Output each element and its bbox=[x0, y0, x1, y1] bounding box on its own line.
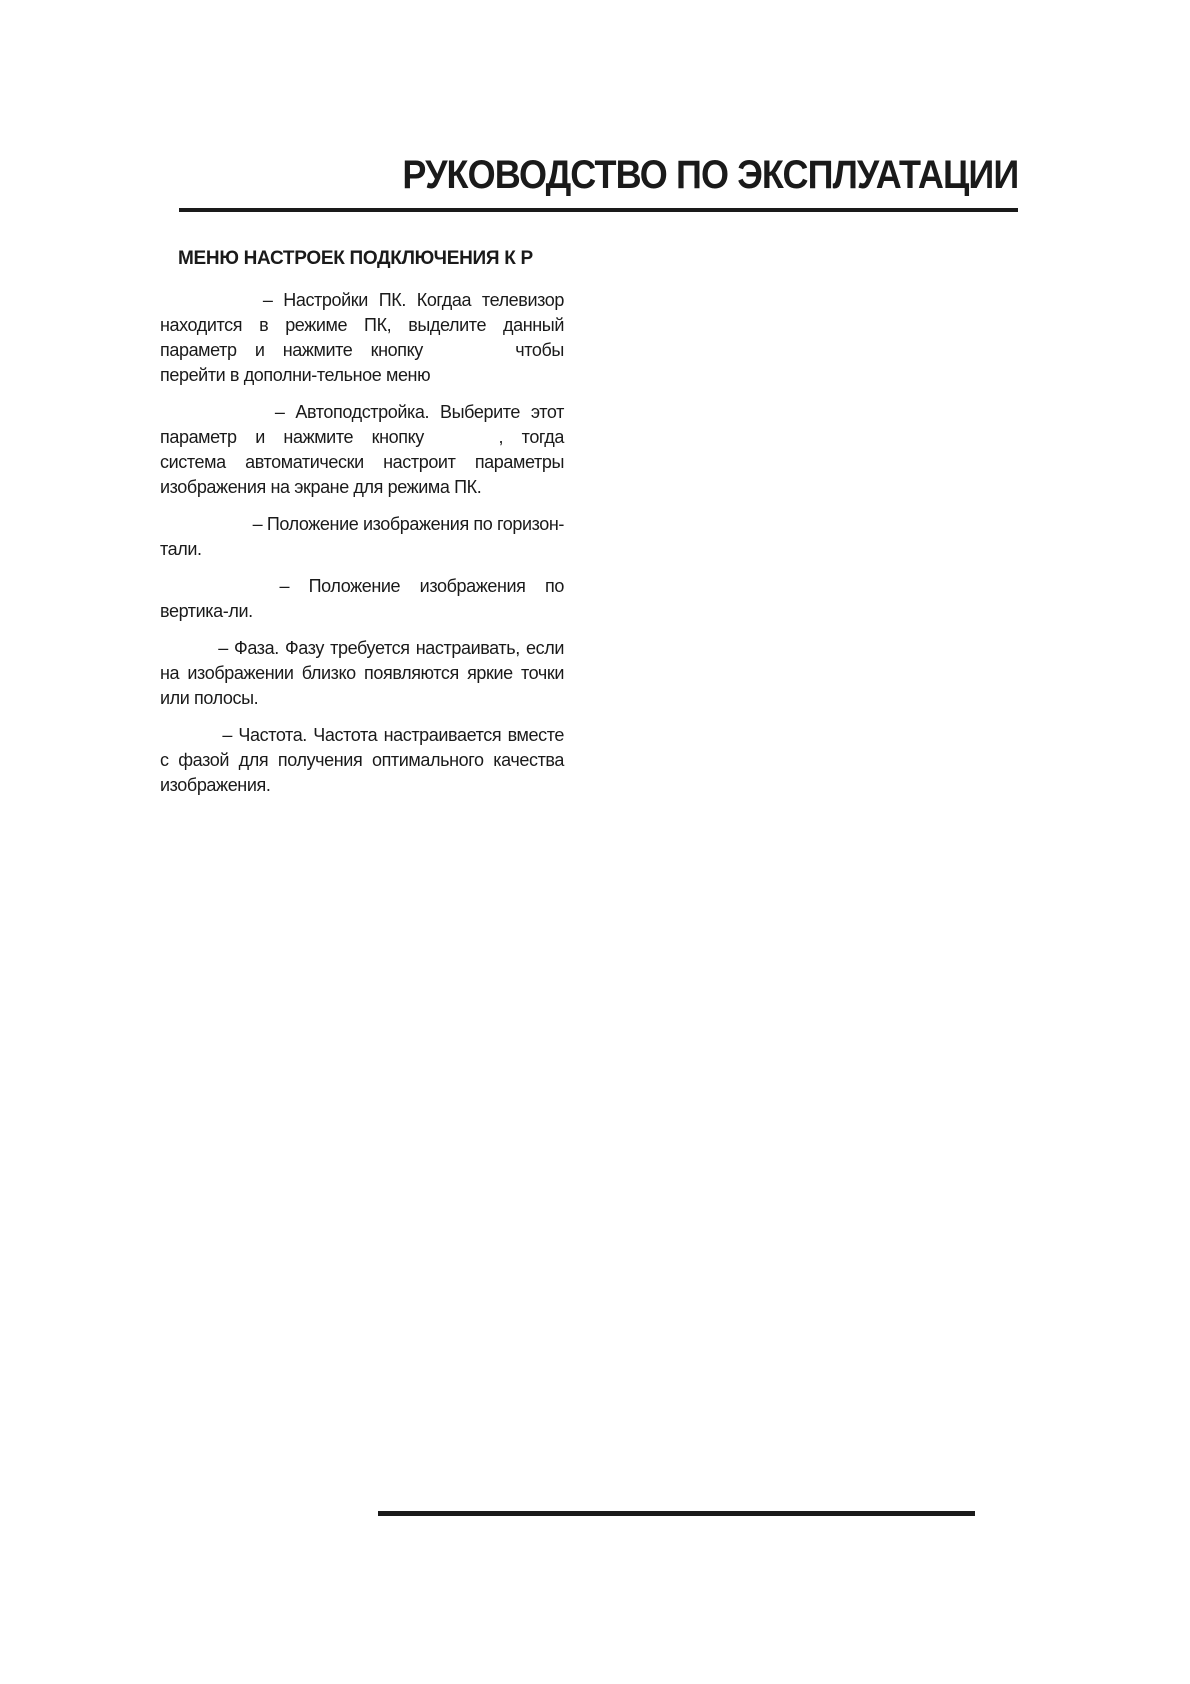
paragraph-v-position bbox=[160, 574, 564, 624]
paragraph-pc-settings bbox=[160, 288, 564, 388]
paragraph-auto-adjust bbox=[160, 400, 564, 500]
v-position-text: – Положение изображения по вертика-ли. bbox=[160, 576, 564, 621]
header-divider bbox=[179, 208, 1018, 212]
clock-text: – Частота. Частота настраивается вместе с фазой для получения оптимального качества изображения. bbox=[160, 725, 564, 795]
auto-adjust-text-b: , тогда система автоматически настроит параметры изображения на экране для режима ПК. bbox=[160, 427, 564, 497]
h-position-text: – Положение изображения по горизон-тали. bbox=[160, 514, 564, 559]
auto-adjust-text-a: – Автоподстройка. Выберите этот параметр и нажмите кнопку bbox=[160, 402, 564, 447]
main-content bbox=[160, 240, 564, 810]
section-heading: МЕНЮ НАСТРОЕК ПОДКЛЮЧЕНИЯ К Р bbox=[178, 248, 533, 269]
paragraph-phase bbox=[160, 636, 564, 711]
footer-divider bbox=[378, 1511, 975, 1516]
paragraph-clock bbox=[160, 723, 564, 798]
pc-settings-text-a: – Настройки ПК. Когдаа телевизор находится в режиме ПК, выделите данный параметр и нажмите кнопку bbox=[160, 290, 564, 360]
pc-settings-text-b: чтобы перейти в дополни-тельное меню bbox=[160, 340, 564, 385]
phase-text: – Фаза. Фазу требуется настраивать, если на изображении близко появляются яркие точки или полосы. bbox=[160, 638, 564, 708]
paragraph-h-position bbox=[160, 512, 564, 562]
page-title: РУКОВОДСТВО ПО ЭКСПЛУАТАЦИИ bbox=[402, 153, 1018, 197]
